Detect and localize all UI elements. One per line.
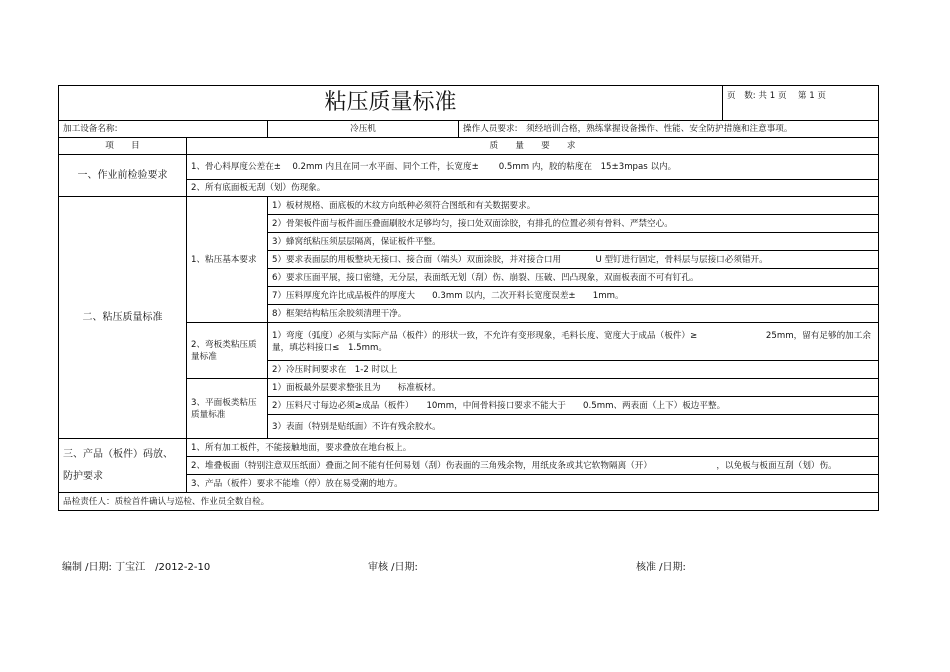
section2-sub2-item: 2）冷压时间要求在 1-2 时以上	[268, 361, 879, 379]
operator-requirement	[459, 121, 879, 138]
section2-sub1-item: 1）板材规格、面底板的木纹方向纸种必须符合图纸和有关数据要求。	[268, 197, 879, 215]
section2-sub1-item: 5）要求表面层的用板整块无接口、接合面（端头）双面涂胶，并对接合口用 U 型钉进行固定，骨料层与层接口必须错开。	[268, 251, 879, 269]
section2-sub1-item: 7）压料厚度允许比成品板件的厚度大 0.3mm 以内，二次开料长宽度误差± 1mm。	[268, 287, 879, 305]
section3-item: 3、产品（板件）要求不能堆（停）放在易受潮的地方。	[187, 475, 879, 493]
section3-item: 1、所有加工板件，不能接触地面，要求叠放在地台板上。	[187, 439, 879, 457]
operator-label: 操作人员要求:	[463, 124, 518, 134]
inspector-responsibility: 品检责任人：质检首件确认与巡检、作业员全数自检。	[59, 493, 879, 511]
compiler-date: 编制 /日期: 丁宝江 /2012-2-10	[62, 562, 211, 573]
section2-sub2-item: 1）弯度（弧度）必须与实际产品（板件）的形状一致，不允许有变形现象，毛料长度、宽度大于成品（板件）≥ 25mm，留有足够的加工余量，填芯料接口≤ 1.5mm。	[268, 323, 879, 361]
section1-item-1: 1、骨心料厚度公差在± 0.2mm 内且在同一水平面、同个工件，长宽度± 0.5mm 内，胶的粘度在 15±3mpas 以内。	[187, 155, 879, 180]
equipment-value: 冷压机	[268, 121, 459, 138]
section1-title: 一、作业前检验要求	[59, 155, 187, 197]
page-info: 页 数: 共 1 页 第 1 页	[723, 86, 879, 121]
quality-standard-table	[58, 85, 879, 511]
section3-item: 2、堆叠板面（特别注意双压纸面）叠面之间不能有任何易划（刮）伤表面的三角残余物，用纸皮条或其它软物隔离（开） ，以免板与板面互刮（划）伤。	[187, 457, 879, 475]
section1-item-2: 2、所有底面板无刮（划）伤现象。	[187, 180, 879, 197]
section2-sub3-item: 2）压料尺寸每边必须≥成品（板件） 10mm，中间骨料接口要求不能大于 0.5mm、两表面（上下）板边平整。	[268, 397, 879, 415]
section2-sub1-item: 2）骨架板件面与板件面压叠面刷胶水足够均匀，接口处双面涂胶，有排孔的位置必须有骨料、严禁空心。	[268, 215, 879, 233]
section2-sub1-item: 6）要求压面平展，接口密缝，无分层，表面纸无划（刮）伤、崩裂、压破、凹凸现象，双面板表面不可有钉孔。	[268, 269, 879, 287]
section2-sub1-title: 1、粘压基本要求	[187, 197, 268, 323]
section2-sub3-item: 1）面板最外层要求整张且为 标准板材。	[268, 379, 879, 397]
column-header-item: 项 目	[59, 138, 187, 155]
section2-sub1-item: 8）框架结构粘压余胶须清理干净。	[268, 305, 879, 323]
approver-date: 核准 /日期:	[636, 562, 686, 573]
section2-sub2-title: 2、弯板类粘压质量标准	[187, 323, 268, 379]
equipment-label: 加工设备名称:	[59, 121, 268, 138]
section2-sub3-title: 3、平面板类粘压质量标准	[187, 379, 268, 439]
document-title: 粘压质量标准	[59, 86, 723, 121]
reviewer-date: 审核 /日期:	[368, 562, 418, 573]
operator-value: 须经培训合格，熟练掌握设备操作、性能、安全防护措施和注意事项。	[526, 124, 793, 134]
section2-title: 二、粘压质量标准	[59, 197, 187, 439]
section2-sub3-item: 3）表面（特别是贴纸面）不许有残余胶水。	[268, 415, 879, 439]
section3-title: 三、产品（板件）码放、防护要求	[59, 439, 187, 493]
section2-sub1-item: 3）蜂窝纸粘压须层层隔离，保证板件平整。	[268, 233, 879, 251]
column-header-quality: 质 量 要 求	[187, 138, 879, 155]
